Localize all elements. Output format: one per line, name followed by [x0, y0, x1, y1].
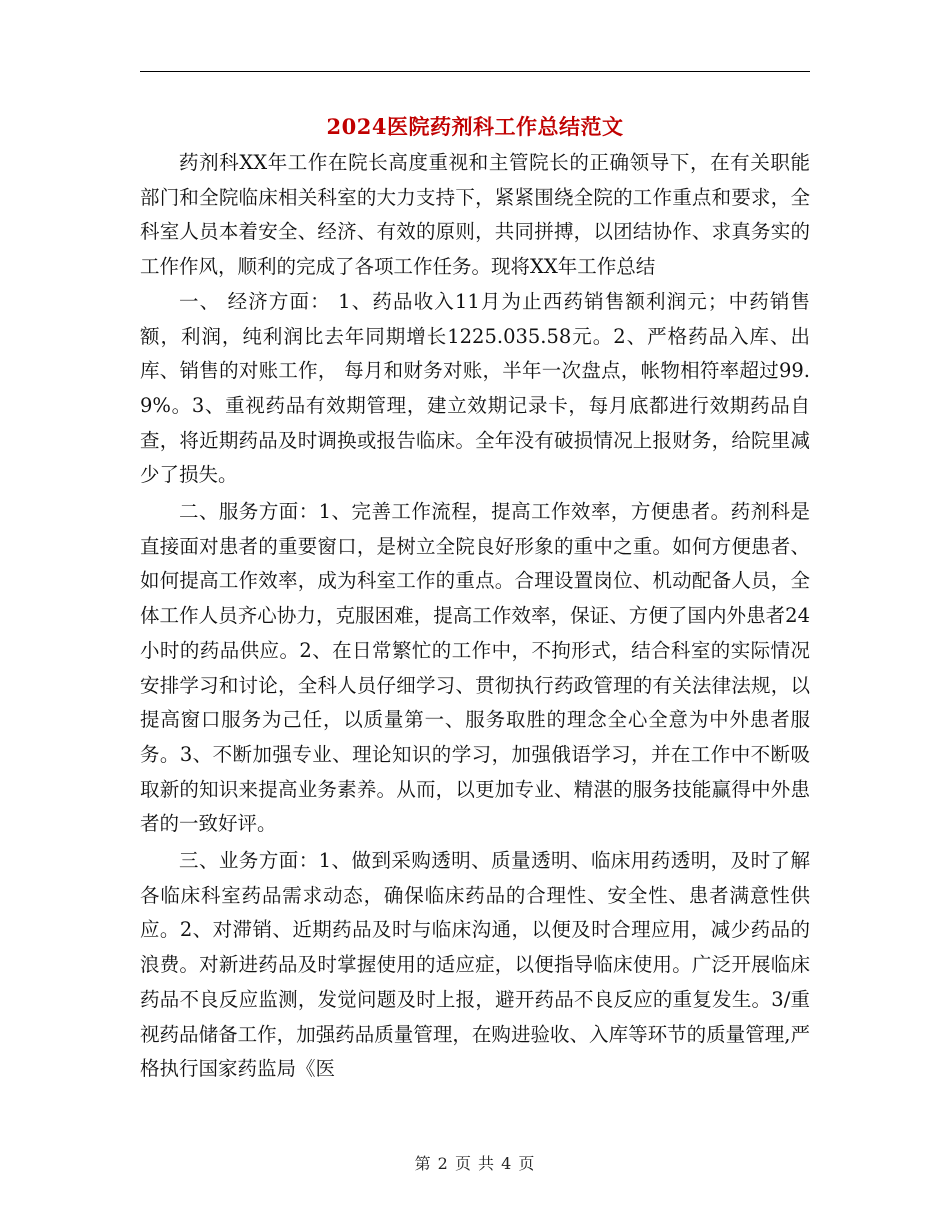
document-title: 2024医院药剂科工作总结范文	[326, 114, 624, 139]
page-number: 第 2 页 共 4 页	[414, 1154, 536, 1173]
header-rule	[140, 71, 810, 72]
paragraph-service: 二、服务方面：1、完善工作流程，提高工作效率，方便患者。药剂科是直接面对患者的重要窗口，是树立全院良好形象的重中之重。如何方便患者、如何提高工作效率，成为科室工作的重点。合理设置岗位、机动配备人员，全体工作人员齐心协力，克服困难，提高工作效率，保证、方便了国内外患者24小时的药品供应。2、在日常繁忙的工作中，不拘形式，结合科室的实际情况安排学习和讨论，全科人员仔细学习、贯彻执行药政管理的有关法律法规，以提高窗口服务为己任，以质量第一、服务取胜的理念全心全意为中外患者服务。3、不断加强专业、理论知识的学习，加强俄语学习，并在工作中不断吸取新的知识来提高业务素养。从而，以更加专业、精湛的服务技能赢得中外患者的一致好评。	[140, 500, 810, 836]
paragraph-economy: 一、 经济方面： 1、药品收入11月为止西药销售额利润元；中药销售额，利润，纯利润比去年同期增长1225.035.58元。2、严格药品入库、出库、销售的对账工作， 每月和财务对账，半年一次盘点，帐物相符率超过99.9%。3、重视药品有效期管理，建立效期记录卡，每月底都进行效期药品自查，将近期药品及时调换或报告临床。全年没有破损情况上报财务，给院里减少了损失。	[140, 289, 810, 487]
paragraph-intro: 药剂科XX年工作在院长高度重视和主管院长的正确领导下，在有关职能部门和全院临床相关科室的大力支持下，紧紧围绕全院的工作重点和要求，全科室人员本着安全、经济、有效的原则，共同拼搏，以团结协作、求真务实的工作作风，顺利的完成了各项工作任务。现将XX年工作总结	[140, 151, 810, 279]
paragraph-business: 三、业务方面：1、做到采购透明、质量透明、临床用药透明，及时了解各临床科室药品需求动态，确保临床药品的合理性、安全性、患者满意性供应。2、对滞销、近期药品及时与临床沟通，以便及时合理应用，减少药品的浪费。对新进药品及时掌握使用的适应症，以便指导临床使用。广泛开展临床药品不良反应监测，发觉问题及时上报，避开药品不良反应的重复发生。3/重视药品储备工作，加强药品质量管理，在购进验收、入库等环节的质量管理,严格执行国家药监局《医	[140, 849, 810, 1081]
document-body	[140, 146, 810, 1087]
